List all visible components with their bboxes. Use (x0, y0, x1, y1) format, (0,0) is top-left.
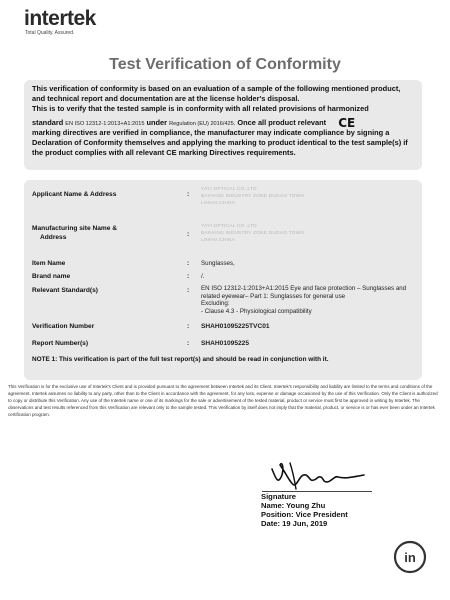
standard-word: standard (32, 117, 64, 127)
relevant-standards-colon: : (187, 287, 190, 294)
standard-reference: EN ISO 12312-1:2013+A1:2015 (65, 120, 145, 127)
signature-heading: Signature (261, 492, 297, 501)
report-number-label: Report Number(s) (32, 340, 89, 347)
brand-name-value: /. (201, 273, 205, 280)
intro-paragraph-2: This is to verify that the tested sample is in conformity with all related provisions of harmonized (32, 104, 369, 114)
item-name-label: Item Name (32, 260, 66, 267)
signatory-name: Name: Young Zhu (261, 501, 326, 510)
ce-mark-icon: CE (338, 115, 356, 130)
manufacturing-value: YAYI OPTICAL CO.,LTD BAIHANG INDUSTRY ZONE DUGAO TOWN LINHAI,CHINA (201, 224, 305, 243)
applicant-colon: : (187, 191, 190, 198)
logo-wordmark: intertek (24, 7, 96, 30)
item-name-colon: : (187, 260, 190, 267)
document-title: Test Verification of Conformity (109, 56, 341, 73)
logo-tagline: Total Quality. Assured. (25, 30, 75, 36)
signature-date: Date: 19 Jun, 2019 (261, 519, 328, 528)
verification-number-value: SHAH01095225TVC01 (201, 323, 270, 330)
manufacturing-label-line2: Address (40, 234, 67, 241)
intro-paragraph-4: marking directives are verified in compliance, the manufacturer may indicate compliance by signing a Declaration of Conformity themselves and applying the marking to product identical to the test sample(s) if the product complies with all relevant CE marking Directives requirements. (32, 127, 408, 158)
report-number-value: SHAH01095225 (201, 340, 250, 347)
applicant-label: Applicant Name & Address (32, 191, 117, 198)
intertek-badge-icon (393, 540, 427, 574)
applicant-value: YAYI OPTICAL CO.,LTD BAIHANG INDUSTRY ZONE DUGAO TOWN LINHAI,CHINA (201, 187, 305, 206)
intro-panel (24, 80, 422, 170)
relevant-standards-value: EN ISO 12312-1:2013+A1:2015 Eye and face protection – Sunglasses and related eyewear– Part 1: Sunglasses for general use Excluding: - Clause 4.3 - Physiological compatibility (201, 285, 407, 315)
details-panel (24, 180, 422, 380)
intro-line-3: Once all product relevant (237, 117, 327, 127)
item-name-value: Sunglasses, (201, 260, 235, 267)
brand-name-label: Brand name (32, 273, 71, 280)
verification-note: NOTE 1: This verification is part of the full test report(s) and should be read in conjunction with it. (32, 356, 329, 363)
signatory-position: Position: Vice President (261, 510, 348, 519)
badge-glyph: in (404, 550, 416, 565)
disclaimer-text: This Verification is for the exclusive use of Intertek's Client and is provided pursuant to the agreement between Intertek and its Client. Intertek's responsibility and liability are limited to the terms and conditions of the agreement. Intertek assumes no liability to any party, other than to the Client in accordance with the agreement, for any loss, expense or damage occasioned by the use of this Verification. Only the Client is authorized to copy or distribute this Verification. Any use of the Intertek name or one of its markings for the sale or advertisement of the tested material, product or service must first be approved in writing by Intertek. The observations and test results referenced from this Verification are relevant only to the sample tested. This Verification by itself does not imply that the material, product, or service is or has ever been under an Intertek certification program. (8, 384, 438, 418)
intertek-logo (24, 8, 96, 36)
manufacturing-label: Manufacturing site Name & (32, 225, 118, 232)
manufacturing-colon: : (187, 231, 190, 238)
regulation-reference: Regulation (EU) 2016/425. (169, 120, 236, 127)
intro-paragraph-1: This verification of conformity is based on an evaluation of a sample of the following mentioned product, and technical report and documentation are at the license holder's disposal. (32, 84, 401, 104)
verification-number-label: Verification Number (32, 323, 95, 330)
relevant-standards-label: Relevant Standard(s) (32, 287, 98, 294)
under-word: under (146, 117, 168, 127)
signature-block (261, 492, 348, 528)
report-number-colon: : (187, 340, 190, 347)
brand-name-colon: : (187, 273, 190, 280)
signature-scribble (260, 455, 380, 495)
verification-number-colon: : (187, 323, 190, 330)
